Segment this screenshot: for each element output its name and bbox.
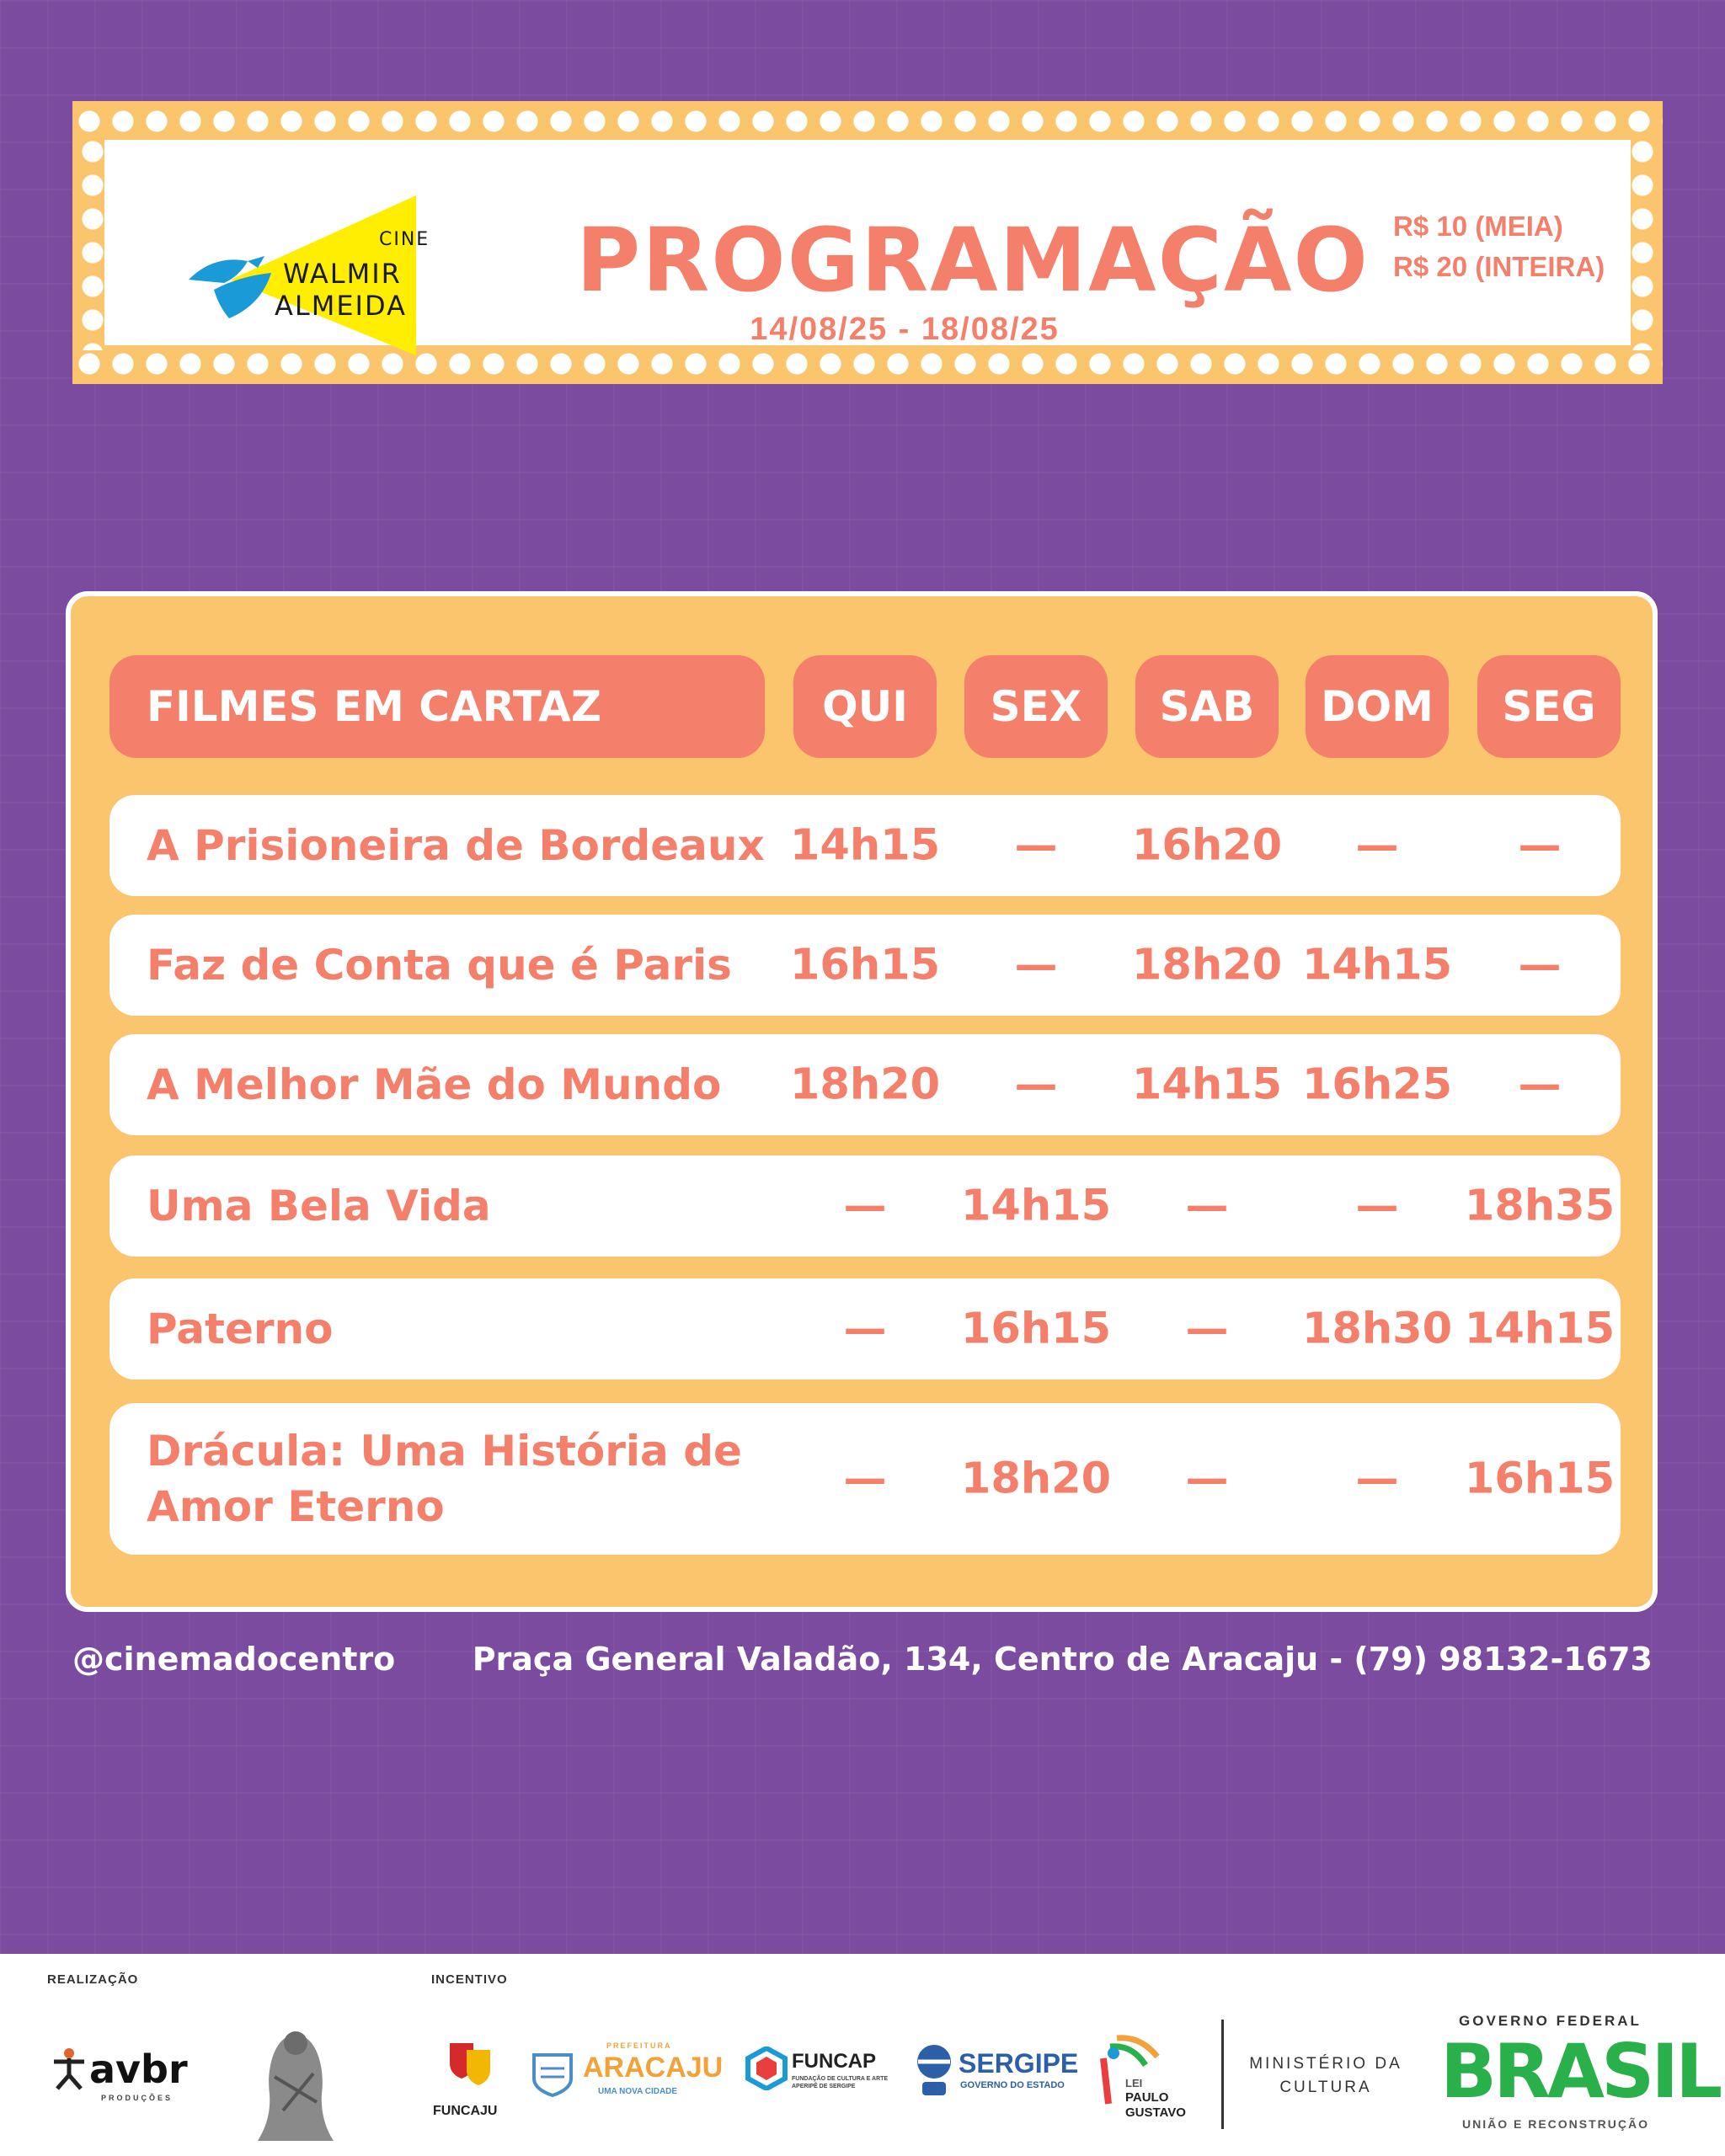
instagram-handle: @cinemadocentro	[72, 1641, 396, 1678]
schedule-card	[66, 591, 1658, 1612]
film-row	[109, 1403, 1621, 1555]
page-title: PROGRAMAÇÃO	[576, 209, 1370, 312]
address-phone: Praça General Valadão, 134, Centro de Aracaju - (79) 98132-1673	[472, 1641, 1653, 1678]
date-range: 14/08/25 - 18/08/25	[750, 312, 1060, 347]
showtime-dom: —	[1355, 1181, 1399, 1231]
header-panel	[104, 140, 1631, 345]
showtime-dom: —	[1355, 1454, 1399, 1504]
sergipe-text: SERGIPE	[959, 2048, 1079, 2079]
funcap-text: FUNCAP	[792, 2050, 876, 2073]
gov-brasil-text: BRASIL	[1440, 2028, 1720, 2115]
logo-text-cine: CINE	[379, 229, 430, 250]
funcaju-logo	[433, 2038, 500, 2131]
realizacao-label: REALIZAÇÃO	[47, 1972, 139, 1987]
showtime-dom: —	[1355, 820, 1399, 871]
showtime-seg: 14h15	[1464, 1304, 1616, 1354]
films-header: FILMES EM CARTAZ	[109, 655, 765, 758]
funcap-logo	[745, 2047, 905, 2105]
lei-gustavo-text: GUSTAVO	[1125, 2105, 1186, 2120]
film-title-line: A Melhor Mãe do Mundo	[147, 1060, 722, 1109]
showtime-sex: 18h20	[960, 1454, 1112, 1504]
ministerio-line2: CULTURA	[1279, 2079, 1372, 2096]
theatre-masks-icon	[445, 2038, 495, 2089]
showtime-sab: 14h15	[1131, 1059, 1283, 1110]
showtime-seg: 18h35	[1464, 1181, 1616, 1231]
film-row	[109, 1034, 1621, 1135]
showtime-sex: —	[1014, 820, 1058, 871]
showtime-qui: 14h15	[789, 820, 941, 871]
sergipe-crest-icon	[915, 2041, 953, 2100]
showtime-sex: 14h15	[960, 1181, 1112, 1231]
film-title-line: A Prisioneira de Bordeaux	[147, 821, 765, 870]
film-row	[109, 1155, 1621, 1257]
aracaju-text: ARACAJU	[583, 2052, 724, 2084]
day-header-sex: SEX	[964, 655, 1108, 758]
film-title-line: Paterno	[147, 1305, 334, 1353]
showtime-dom: 18h30	[1301, 1304, 1453, 1354]
ministerio-line1: MINISTÉRIO DA	[1249, 2055, 1402, 2073]
avbr-figure-icon	[51, 2047, 88, 2090]
aracaju-prefeitura: PREFEITURA	[606, 2041, 672, 2050]
day-header-qui: QUI	[793, 655, 937, 758]
price-full: R$ 20 (INTEIRA)	[1393, 251, 1605, 282]
gov-sub-text: UNIÃO E RECONSTRUÇÃO	[1462, 2117, 1650, 2131]
showtime-seg: 16h15	[1464, 1454, 1616, 1504]
showtime-dom: 14h15	[1301, 940, 1453, 990]
marquee-lights-top	[72, 104, 1663, 138]
lei-paulo-text: PAULO	[1125, 2090, 1169, 2105]
showtime-seg: —	[1518, 940, 1562, 990]
funcaju-text: FUNCAJU	[433, 2104, 498, 2118]
film-title-line: Amor Eterno	[147, 1482, 445, 1531]
sergipe-logo	[915, 2041, 1079, 2109]
film-title-line: Drácula: Uma História de	[147, 1427, 742, 1476]
header-banner	[72, 101, 1663, 384]
film-title	[147, 1057, 721, 1113]
showtime-qui: —	[843, 1181, 887, 1231]
day-header-seg: SEG	[1477, 655, 1621, 758]
film-row	[109, 795, 1621, 896]
film-row	[109, 1278, 1621, 1380]
showtime-qui: 16h15	[789, 940, 941, 990]
film-title-line: Faz de Conta que é Paris	[147, 941, 732, 990]
film-title-line: Uma Bela Vida	[147, 1182, 491, 1230]
showtime-sab: —	[1185, 1454, 1229, 1504]
sergipe-sub: GOVERNO DO ESTADO	[960, 2080, 1065, 2090]
film-title	[147, 1178, 491, 1234]
ministerio-cultura-logo	[1242, 2055, 1410, 2105]
aracaju-sub: UMA NOVA CIDADE	[598, 2087, 678, 2096]
sponsor-divider	[1221, 2020, 1224, 2129]
saint-figure-icon	[249, 2018, 342, 2144]
showtime-seg: —	[1518, 1059, 1562, 1110]
showtime-sab: 18h20	[1131, 940, 1283, 990]
lei-text: LEI	[1125, 2077, 1143, 2089]
showtime-sab: —	[1185, 1181, 1229, 1231]
day-header-sab: SAB	[1135, 655, 1279, 758]
showtime-sex: —	[1014, 940, 1058, 990]
film-title	[147, 1423, 742, 1534]
showtime-sex: —	[1014, 1059, 1058, 1110]
film-row	[109, 915, 1621, 1016]
funcap-emblem-icon	[745, 2047, 788, 2090]
day-header-dom: DOM	[1306, 655, 1449, 758]
avbr-text: avbr	[89, 2047, 188, 2092]
avbr-sub: PRODUÇÕES	[101, 2094, 174, 2102]
showtime-sab: 16h20	[1131, 820, 1283, 871]
funcap-sub: FUNDAÇÃO DE CULTURA E ARTE APERIPÊ DE SERGIPE	[792, 2076, 889, 2089]
showtime-dom: 16h25	[1301, 1059, 1453, 1110]
film-title	[147, 818, 765, 873]
marquee-lights-right	[1626, 135, 1659, 350]
film-title	[147, 937, 732, 993]
film-title	[147, 1301, 333, 1357]
showtime-qui: —	[843, 1304, 887, 1354]
showtime-sab: —	[1185, 1304, 1229, 1354]
showtime-qui: —	[843, 1454, 887, 1504]
logo-text-walmir: WALMIR	[283, 258, 402, 290]
showtime-qui: 18h20	[789, 1059, 941, 1110]
cine-walmir-almeida-logo	[180, 195, 433, 355]
showtime-seg: —	[1518, 820, 1562, 871]
prefeitura-aracaju-logo	[531, 2041, 724, 2117]
governo-federal-logo	[1432, 2013, 1720, 2139]
logo-text-almeida: ALMEIDA	[275, 290, 407, 322]
gov-top-text: GOVERNO FEDERAL	[1459, 2013, 1642, 2029]
price-half: R$ 10 (MEIA)	[1393, 211, 1563, 242]
incentivo-label: INCENTIVO	[431, 1972, 508, 1987]
lei-paulo-gustavo-logo	[1095, 2035, 1204, 2127]
aracaju-crest-icon	[531, 2050, 574, 2097]
sponsor-strip	[0, 1954, 1725, 2156]
showtime-sex: 16h15	[960, 1304, 1112, 1354]
